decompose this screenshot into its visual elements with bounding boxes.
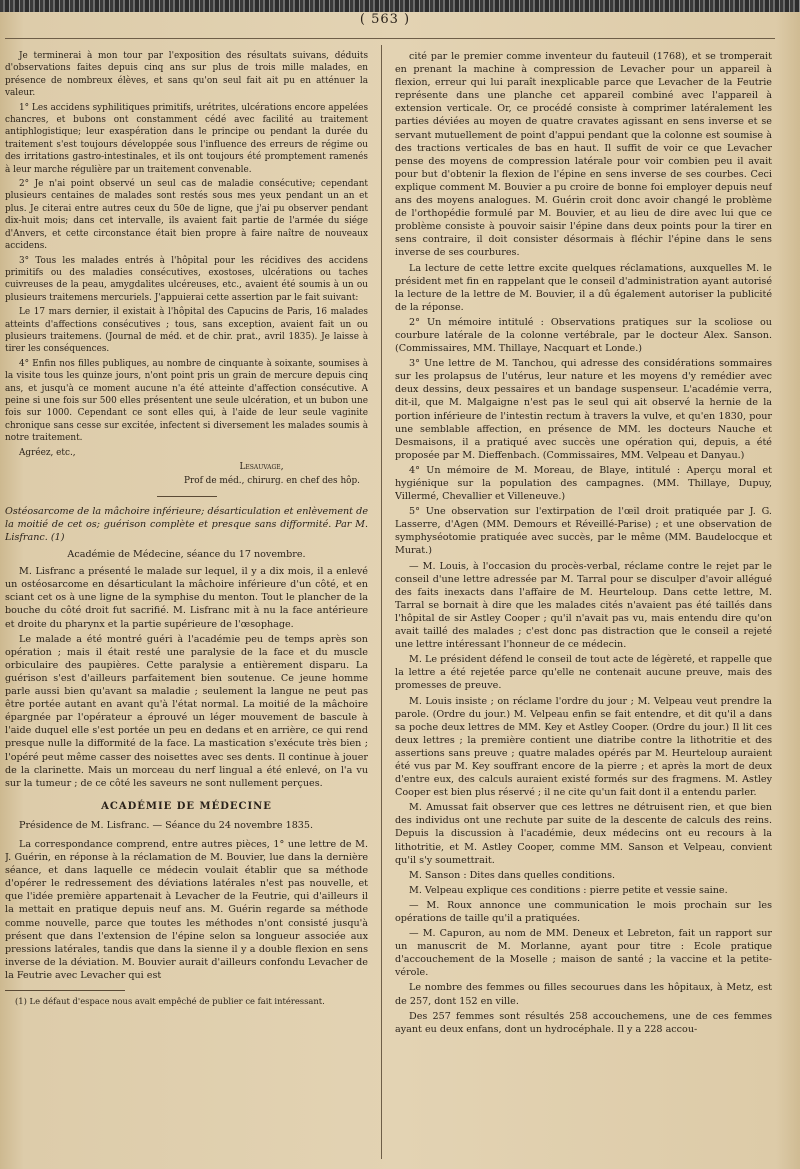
body-paragraph: 5° Une observation sur l'extirpation de l'œil droit pratiquée par J. G. Lasserre, d'Agen (MM. Demours et Réveillé-Parise) ; et une observation de symphyséotomie pratiquée avec succès, par le même (MM. Baudelocque et Murat.) (395, 506, 772, 557)
letter-body (5, 50, 368, 488)
body-paragraph: M. Louis insiste ; on réclame l'ordre du jour ; M. Velpeau veut prendre la parole. (Ordre du jour.) M. Velpeau enfin se fait entendre, et dit qu'il a dans sa poche deux lettres de MM. Key et Astley Cooper. (Ordre du jour.) Il lit ces deux lettres ; la première contient une diatribe contre la lithotritie et des assertions sans preuve ; quatre malades opérés par M. Heurteloup auraient été vus par M. Key souffrant encore de la pierre ; et après la mort de deux d'entre eux, des calculs auraient existé formés sur des fragmens. M. Astley Cooper est bien plus réservé ; il ne cite qu'un fait dont il a entendu parler. (395, 695, 772, 799)
page-number: ( 563 ) (359, 12, 411, 27)
body-paragraph: M. Sanson : Dites dans quelles conditions. (409, 869, 616, 881)
section-divider (157, 496, 217, 497)
body-paragraph: — M. Roux annonce une communication le mois prochain sur les opérations de taille qu'il a pratiquées. (395, 899, 772, 924)
body-paragraph: 4° Un mémoire de M. Moreau, de Blaye, intitulé : Aperçu moral et hygiénique sur la population des campagnes. (MM. Thillaye, Dupuy, Villermé, Chevallier et Villeneuve.) (395, 464, 772, 503)
letter-paragraph: 2° Je n'ai point observé un seul cas de maladie consécutive; cependant plusieurs centaines de malades sont restés sous mes yeux pendant un an et plus. Je citerai entre autres ceux du 50e de ligne, que j'ai pu observer pendant dix-huit mois; dans cet intervalle, ils avaient fait partie de l'armée du siége d'Anvers, et cette circonstance était bien propre à faire naître de nouveaux accidens. (5, 179, 368, 252)
section-heading: ACADÉMIE DE MÉDECINE (101, 800, 272, 812)
body-paragraph: 2° Un mémoire intitulé : Observations pratiques sur la scoliose ou courbure latérale de la colonne vertébrale, par le docteur Alex. Sanson. (Commissaires, MM. Thillaye, Nacquart et Londe.) (395, 316, 772, 355)
session-presidence: Présidence de M. Lisfranc. — Séance du 24 novembre 1835. (19, 819, 314, 831)
signature-name: Lesauvage, (239, 462, 284, 472)
letter-paragraph: 1° Les accidens syphilitiques primitifs, urétrites, ulcérations encore appelées chancres, et bubons ont constamment cédé avec facilité au traitement antiphlogistique; leur exaspération dans le principe ou pendant la durée du traitement s'est toujours développée sous l'influence des erreurs de régime ou des irritations gastro-intestinales, et ils ont toujours été promptement ramenés à leur marche régulière par un traitement convenable. (5, 102, 368, 175)
article-paragraph: M. Lisfranc a présenté le malade sur lequel, il y a dix mois, il a enlevé un ostéosarcome en désarticulant la mâchoire inférieure d'un côté, et en sciant cet os à une ligne de la symphise du menton. Tout le plancher de la bouche du côté droit fut sacrifié. M. Lisfranc mit à nu la face antérieure et droite du pharynx et la partie supérieure de l'œsophage. (5, 566, 368, 630)
correspondance-paragraph: La correspondance comprend, entre autres pièces, 1° une lettre de M. J. Guérin, en réponse à la réclamation de M. Bouvier, lue dans la dernière séance, et dans laquelle ce médecin voulait établir que sa méthode d'opérer le redressement des déviations latérales n'est pas nouvelle, et que l'idée première appartenait à Levacher de la Feutrie, qui d'ailleurs il la mettait en pratique depuis neuf ans. M. Guérin regarde sa méthode comme nouvelle, parce que toutes les méthodes n'ont consisté jusqu'à présent que dans l'extension de l'épine selon sa longueur associée aux pressions latérales, tandis que dans la sienne il y a double flexion en sens inverse de la déviation. M. Bouvier aurait d'ailleurs confondu Levacher de la Feutrie avec Levacher qui est (5, 838, 368, 981)
letter-paragraph: 4° Enfin nos filles publiques, au nombre de cinquante à soixante, soumises à la visite tous les quinze jours, n'ont point pris un grain de mercure depuis cinq ans, et jusqu'à ce moment aucune n'a été atteinte d'affection consécutive. A peine si une fois sur 500 elles présentent une seule ulcération, et un bubon une fois sur 1000. Cependant ce sont elles qui, à l'aide de leur seule vaginite chronique sans cesse sur excitée, infectent si diversement les malades soumis à notre traitement. (5, 358, 368, 444)
body-paragraph: Des 257 femmes sont résultés 258 accouchemens, une de ces femmes ayant eu deux enfans, dont un hydrocéphale. Il y a 228 accou- (395, 1010, 772, 1035)
article-title: Ostéosarcome de la mâchoire inférieure; désarticulation et enlèvement de la moitié de cet os; guérison complète et presque sans difformité. Par M. Lisfranc. (1) (5, 505, 368, 543)
letter-paragraph: 3° Tous les malades entrés à l'hôpital pour les récidives des accidens primitifs ou des maladies consécutives, exostoses, ulcérations ou taches cuivreuses de la peau, amygdalites ulcéreuses, etc., avaient été soumis à un ou plusieurs traitemens mercuriels. J'appuierai cette assertion par le fait suivant: (5, 255, 368, 303)
scan-edge-strip (0, 0, 800, 12)
header-rule (5, 38, 775, 39)
footnote-rule (5, 990, 125, 991)
article-session: Académie de Médecine, séance du 17 novembre. (67, 549, 306, 561)
letter-paragraph: Le 17 mars dernier, il existait à l'hôpital des Capucins de Paris, 16 malades atteints d'affections consécutives ; tous, sans exception, avaient fait un ou plusieurs traitemens. (Journal de méd. et de chir. prat., avril 1835). Je laisse à tirer les conséquences. (5, 307, 368, 355)
signature-title: Prof de méd., chirurg. en chef des hôp. (184, 476, 360, 487)
body-paragraph: — M. Louis, à l'occasion du procès-verbal, réclame contre le rejet par le conseil d'une lettre adressée par M. Tarral pour se disculper d'avoir allégué des faits inexacts dans l'affaire de M. Heurteloup. Dans cette lettre, M. Tarral se bornait à dire que les malades cités n'avaient pas été taillés dans l'hôpital de sir Astley Cooper ; qu'il n'avait pas vu, mais entendu dire qu'on avait taillé des malades ; c'est donc pas distraction que le conseil a rejeté une lettre intéressant l'honneur de ce médecin. (395, 560, 772, 651)
body-paragraph: M. Le président défend le conseil de tout acte de légèreté, et rappelle que la lettre a été rejetée parce qu'elle ne contenait aucune preuve, mais des promesses de preuve. (395, 654, 772, 692)
letter-paragraph: Je terminerai à mon tour par l'exposition des résultats suivans, déduits d'observations faites depuis cinq ans sur plus de trois mille malades, en présence de nombreux élèves, et sans qu'on seul fait ait pu en atténuer la valeur. (5, 51, 368, 99)
footnote: (1) Le défaut d'espace nous avait empêché de publier ce fait intéressant. (15, 996, 325, 1006)
body-paragraph: M. Amussat fait observer que ces lettres ne détruisent rien, et que bien des individus ont une rechute par suite de la descente de calculs des reins. Depuis la discussion à l'académie, deux médecins ont eu recours à la lithotritie, et M. Astley Cooper, comme MM. Sanson et Velpeau, convient qu'il s'y soumettrait. (395, 802, 772, 866)
body-paragraph: La lecture de cette lettre excite quelques réclamations, auxquelles M. le président met fin en rappelant que le conseil d'administration ayant autorisé la lecture de la lettre de M. Bouvier, il a dû également autoriser la publicité de la réponse. (395, 262, 772, 313)
right-column (395, 50, 772, 1161)
body-paragraph: 3° Une lettre de M. Tanchou, qui adresse des considérations sommaires sur les prolapsus de l'utérus, leur nature et les moyens d'y remédier avec deux dessins, deux pessaires et un bandage suspenseur. L'académie verra, dit-il, que M. Malgaigne n'est pas le seul qui ait observé la hernie de la portion inférieure de l'intestin rectum à travers la vulve, et qu'en 1830, pour une semblable affection, en présence de MM. les docteurs Nauche et Desmaisons, il a pratiqué avec succès une opération qui, depuis, a été proposée par M. Dieffenbach. (Commissaires, MM. Velpeau et Danyau.) (395, 358, 772, 461)
body-paragraph: — M. Capuron, au nom de MM. Deneux et Lebreton, fait un rapport sur un manuscrit de M. Morlanne, ayant pour titre : Ecole pratique d'accouchement de la Moselle ; maison de santé ; la vaccine et la petite-vérole. (395, 928, 772, 979)
left-column (5, 50, 368, 1161)
letter-closing: Agréez, etc., (19, 447, 76, 458)
body-paragraph: M. Velpeau explique ces conditions : pierre petite et vessie saine. (409, 884, 728, 896)
article-paragraph: Le malade a été montré guéri à l'académie peu de temps après son opération ; mais il était resté une paralysie de la face et du muscle orbiculaire des paupières. Cette paralysie a entièrement disparu. La guérison s'est d'ailleurs parfaitement bien soutenue. Ce jeune homme parle aussi bien qu'avant sa maladie ; seulement la langue ne peut pas être portée autant en avant qu'à l'état normal. La moitié de la mâchoire épargnée par l'opérateur a éprouvé un léger mouvement de bascule à l'aide duquel elle s'est portée un peu en dedans et en arrière, ce qui rend presque nulle la difformité de la face. La mastication s'exécute très bien ; l'opéré peut même casser des noisettes avec ses dents. Il continue à jouer de la clarinette. Mais un morceau du nerf lingual a été enlevé, on l'a vu sur la tumeur ; de ce côté les saveurs ne sont nullement perçues. (5, 633, 368, 789)
body-paragraph: Le nombre des femmes ou filles secourues dans les hôpitaux, à Metz, est de 257, dont 152 en ville. (395, 982, 772, 1007)
column-divider (381, 45, 382, 1159)
body-paragraph: cité par le premier comme inventeur du fauteuil (1768), et se tromperait en prenant la machine à compression de Levacher pour un appareil à flexion, erreur qui lui paraît inexplicable parce que Levacher de la Feutrie représente dans une planche cet appareil combiné avec l'appareil à extension verticale. Or, ce procédé consiste à comprimer latéralement les parties déviées au moyen de quatre cravates agissant en sens inverse et se servant mutuellement de point d'appui pendant que la colonne est soumise à des tractions verticales de bas en haut. Il suffit de voir ce que Levacher pense des moyens de compression latérale pour voir combien peu il avait pour but d'obtenir la flexion de l'épine en sens inverse de ses courbes. Ceci explique comment M. Bouvier a pu croire de bonne foi employer depuis neuf ans des moyens analogues. M. Guérin croit donc avoir changé le problème de l'orthopédie formulé par M. Bouvier, et au lieu de dire avec lui que ce problème consiste à pouvoir saisir l'épine dans deux points pour la tirer en sens contraire, il doit consister désormais à fléchir l'épine dans le sens inverse de ses courbures. (395, 51, 772, 259)
